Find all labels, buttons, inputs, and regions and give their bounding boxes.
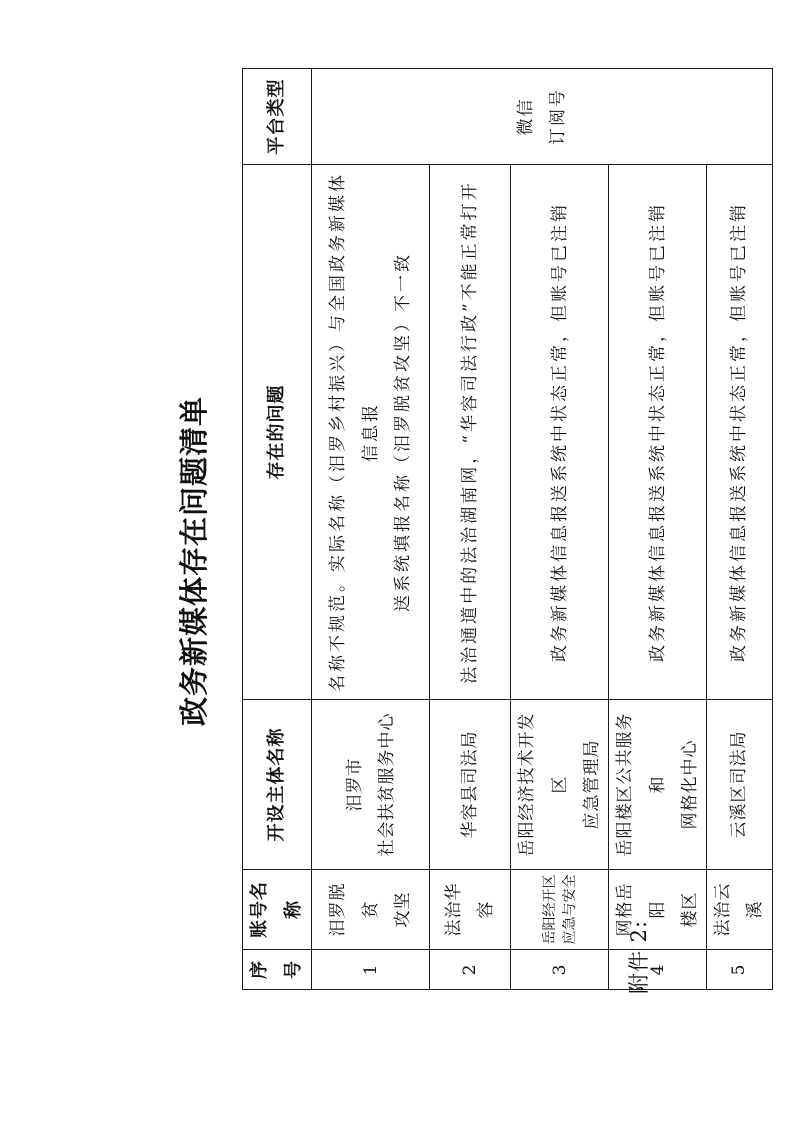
issue-text <box>430 165 511 700</box>
table-row <box>430 69 511 990</box>
issue-line: 政务新媒体信息报送系统中状态正常，但账号已注销 <box>647 202 668 662</box>
issue-line: 政务新媒体信息报送系统中状态正常，但账号已注销 <box>549 202 570 662</box>
issue-text <box>707 165 773 700</box>
entity-name <box>707 700 773 870</box>
account-name-line: 法治华容 <box>444 882 497 937</box>
header-index: 序号 <box>243 950 312 990</box>
row-index: 1 <box>312 950 430 990</box>
account-name-line: 攻坚 <box>393 891 414 928</box>
account-name <box>430 870 511 950</box>
account-name <box>707 870 773 950</box>
entity-name <box>430 700 511 870</box>
page-title: 政务新媒体存在问题清单 <box>177 396 211 727</box>
header-platform: 平台类型 <box>243 69 312 165</box>
issue-line: 法治通道中的法治湖南网，“华容司法行政”不能正常打开 <box>460 180 481 684</box>
issue-text <box>609 165 707 700</box>
entity-name <box>511 700 609 870</box>
row-index: 4 <box>609 950 707 990</box>
header-account-name: 账号名称 <box>243 870 312 950</box>
entity-name <box>312 700 430 870</box>
issue-text <box>511 165 609 700</box>
entity-name-line: 应急管理局 <box>581 739 602 830</box>
header-entity-name: 开设主体名称 <box>243 700 312 870</box>
table-row <box>511 69 609 990</box>
account-name-line: 网格岳阳 <box>615 882 668 937</box>
row-index: 5 <box>707 950 773 990</box>
issue-text <box>312 165 430 700</box>
entity-name <box>609 700 707 870</box>
account-name <box>609 870 707 950</box>
entity-name-line: 云溪区司法局 <box>729 730 750 839</box>
account-name-line: 岳阳经开区 <box>541 874 558 945</box>
entity-name-line: 华容县司法局 <box>460 730 481 839</box>
entity-name-line: 网格化中心 <box>679 739 700 830</box>
platform-line: 订阅号 <box>548 88 569 145</box>
header-issue: 存在的问题 <box>243 165 312 700</box>
table-row <box>312 69 430 990</box>
issue-line: 政务新媒体信息报送系统中状态正常，但账号已注销 <box>729 202 750 662</box>
account-name <box>312 870 430 950</box>
table-row <box>609 69 707 990</box>
entity-name-line: 社会扶贫服务中心 <box>376 712 397 857</box>
account-name-line: 法治云溪 <box>713 882 766 937</box>
account-name-line: 汨罗脱贫 <box>328 882 381 937</box>
platform-line: 微信 <box>515 97 536 136</box>
entity-name-line: 岳阳经济技术开发区 <box>517 712 570 857</box>
account-name <box>511 870 609 950</box>
account-name-line: 楼区 <box>679 891 700 928</box>
issues-table <box>242 68 773 990</box>
table-header-row <box>243 69 312 990</box>
issue-line: 名称不规范。实际名称（汨罗乡村振兴）与全国政务新媒体信息报 <box>328 172 381 692</box>
issue-line: 送系统填报名称（汨罗脱贫攻坚）不一致 <box>393 252 414 612</box>
platform-type <box>312 69 772 165</box>
row-index: 2 <box>430 950 511 990</box>
entity-name-line: 汨罗市 <box>344 757 365 812</box>
row-index: 3 <box>511 950 609 990</box>
attachment-label: 附件 2: <box>627 919 651 994</box>
table-row <box>707 69 773 990</box>
entity-name-line: 岳阳楼区公共服务和 <box>615 712 668 857</box>
account-name-line: 应急与安全 <box>561 874 578 945</box>
